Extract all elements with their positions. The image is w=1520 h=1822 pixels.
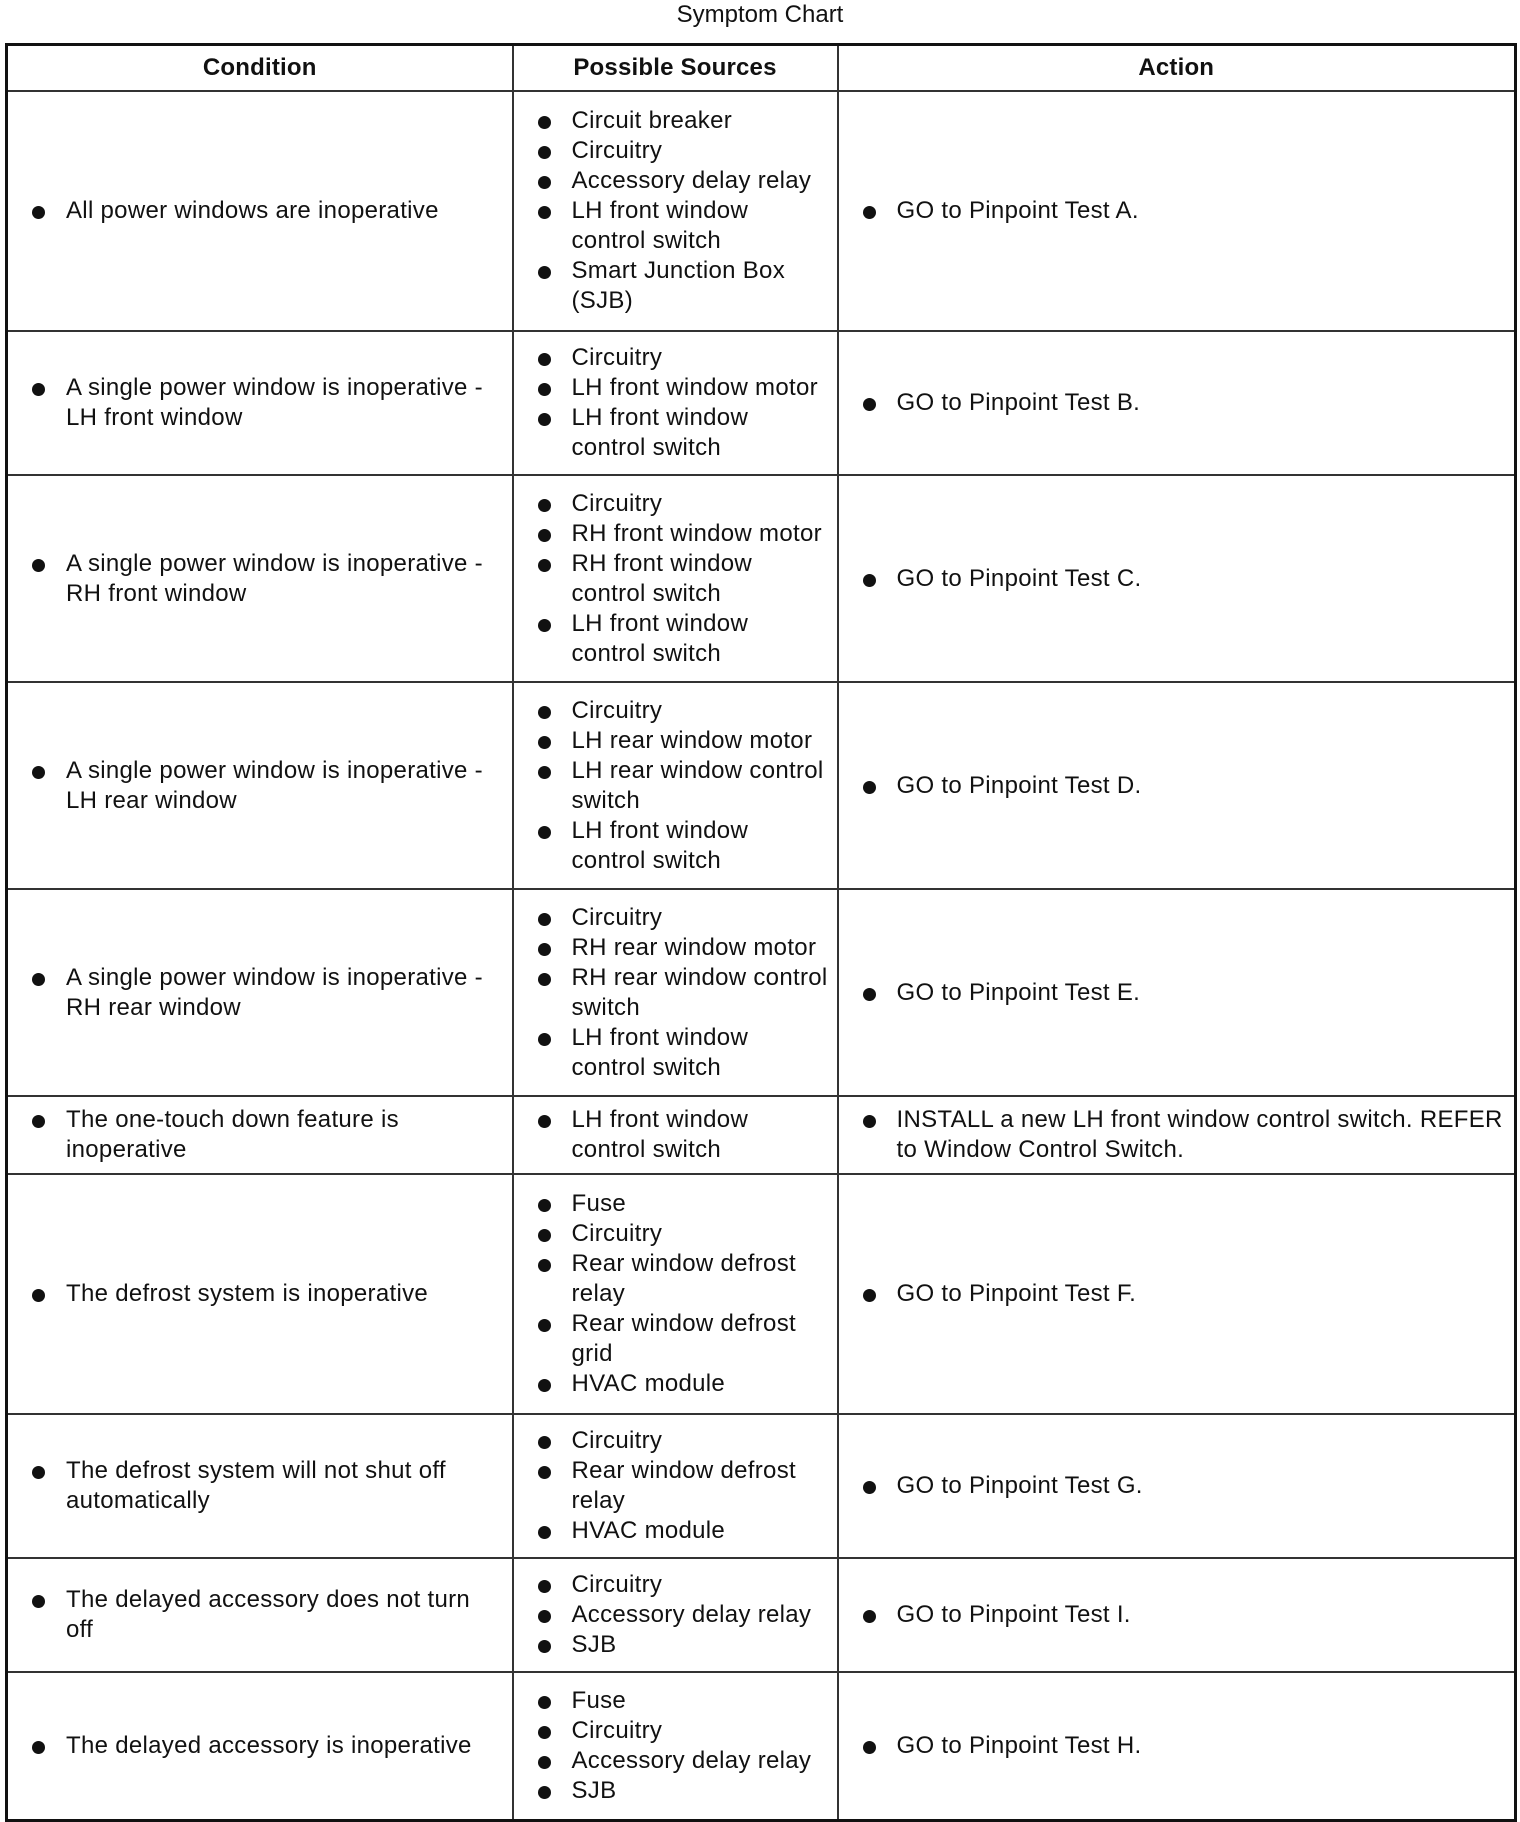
table-row: [7, 91, 1516, 331]
action-text: GO to Pinpoint Test A.: [839, 196, 1515, 226]
condition-text: The delayed accessory does not turn off: [8, 1585, 512, 1645]
action-text: GO to Pinpoint Test B.: [839, 388, 1515, 418]
header-row: [7, 45, 1516, 92]
table-row: [7, 1558, 1516, 1672]
condition-text: A single power window is inoperative - LH rear window: [8, 756, 512, 816]
table-row: [7, 1096, 1516, 1174]
source-item: Circuitry: [514, 1570, 837, 1600]
table-row: [7, 331, 1516, 475]
condition-text: A single power window is inoperative - RH front window: [8, 549, 512, 609]
source-item: Accessory delay relay: [514, 1746, 837, 1776]
source-item: LH front window control switch: [514, 196, 837, 256]
condition-text: A single power window is inoperative - LH front window: [8, 373, 512, 433]
sources-cell: [513, 889, 838, 1096]
action-cell: [838, 1558, 1516, 1672]
source-item: Circuitry: [514, 903, 837, 933]
header-action: Action: [838, 45, 1516, 92]
condition-text: A single power window is inoperative - RH rear window: [8, 963, 512, 1023]
source-item: Fuse: [514, 1686, 837, 1716]
source-item: Accessory delay relay: [514, 1600, 837, 1630]
action-text: GO to Pinpoint Test I.: [839, 1600, 1515, 1630]
action-cell: [838, 1174, 1516, 1414]
source-item: Rear window defrost relay: [514, 1249, 837, 1309]
source-item: LH front window control switch: [514, 403, 837, 463]
source-item: Accessory delay relay: [514, 166, 837, 196]
sources-cell: [513, 1096, 838, 1174]
source-item: Rear window defrost relay: [514, 1456, 837, 1516]
condition-cell: [7, 1096, 513, 1174]
source-item: LH front window control switch: [514, 1023, 837, 1083]
action-cell: [838, 889, 1516, 1096]
condition-cell: [7, 91, 513, 331]
action-text: INSTALL a new LH front window control switch. REFER to Window Control Switch.: [839, 1105, 1515, 1165]
sources-cell: [513, 1672, 838, 1820]
action-cell: [838, 1414, 1516, 1558]
sources-cell: [513, 91, 838, 331]
source-item: Circuitry: [514, 1219, 837, 1249]
action-text: GO to Pinpoint Test G.: [839, 1471, 1515, 1501]
source-item: Circuitry: [514, 1716, 837, 1746]
sources-list: [514, 489, 837, 669]
source-item: Circuit breaker: [514, 106, 837, 136]
action-cell: [838, 682, 1516, 889]
condition-cell: [7, 331, 513, 475]
condition-text: The defrost system is inoperative: [8, 1279, 512, 1309]
condition-cell: [7, 889, 513, 1096]
sources-cell: [513, 1414, 838, 1558]
source-item: SJB: [514, 1776, 837, 1806]
source-item: LH front window control switch: [514, 1105, 837, 1165]
table-body: [7, 91, 1516, 1820]
source-item: LH rear window control switch: [514, 756, 837, 816]
source-item: LH rear window motor: [514, 726, 837, 756]
action-cell: [838, 331, 1516, 475]
condition-text: The delayed accessory is inoperative: [8, 1731, 512, 1761]
sources-list: [514, 903, 837, 1083]
source-item: Smart Junction Box (SJB): [514, 256, 837, 316]
action-cell: [838, 1096, 1516, 1174]
source-item: Rear window defrost grid: [514, 1309, 837, 1369]
sources-cell: [513, 1174, 838, 1414]
source-item: RH rear window control switch: [514, 963, 837, 1023]
source-item: SJB: [514, 1630, 837, 1660]
condition-text: All power windows are inoperative: [8, 196, 512, 226]
sources-list: [514, 1686, 837, 1806]
source-item: Circuitry: [514, 696, 837, 726]
condition-cell: [7, 1672, 513, 1820]
source-item: RH front window control switch: [514, 549, 837, 609]
header-possible-sources: Possible Sources: [513, 45, 838, 92]
table-row: [7, 682, 1516, 889]
sources-cell: [513, 475, 838, 682]
source-item: Circuitry: [514, 1426, 837, 1456]
source-item: LH front window motor: [514, 373, 837, 403]
action-cell: [838, 1672, 1516, 1820]
action-cell: [838, 475, 1516, 682]
sources-list: [514, 106, 837, 316]
sources-list: [514, 1426, 837, 1546]
table-row: [7, 1672, 1516, 1820]
source-item: Circuitry: [514, 136, 837, 166]
source-item: HVAC module: [514, 1369, 837, 1399]
source-item: LH front window control switch: [514, 816, 837, 876]
table-row: [7, 475, 1516, 682]
sources-list: [514, 696, 837, 876]
condition-text: The defrost system will not shut off automatically: [8, 1456, 512, 1516]
sources-cell: [513, 1558, 838, 1672]
condition-cell: [7, 475, 513, 682]
symptom-chart-table: [5, 43, 1517, 1822]
action-text: GO to Pinpoint Test E.: [839, 978, 1515, 1008]
table-row: [7, 1174, 1516, 1414]
table-row: [7, 1414, 1516, 1558]
condition-cell: [7, 1174, 513, 1414]
source-item: Circuitry: [514, 343, 837, 373]
sources-list: [514, 1105, 837, 1165]
condition-cell: [7, 682, 513, 889]
sources-list: [514, 343, 837, 463]
sources-cell: [513, 682, 838, 889]
header-condition: Condition: [7, 45, 513, 92]
source-item: LH front window control switch: [514, 609, 837, 669]
page-title: Symptom Chart: [676, 1, 844, 28]
source-item: HVAC module: [514, 1516, 837, 1546]
source-item: Fuse: [514, 1189, 837, 1219]
source-item: Circuitry: [514, 489, 837, 519]
sources-list: [514, 1570, 837, 1660]
sources-cell: [513, 331, 838, 475]
source-item: RH rear window motor: [514, 933, 837, 963]
action-text: GO to Pinpoint Test F.: [839, 1279, 1515, 1309]
condition-text: The one-touch down feature is inoperative: [8, 1105, 512, 1165]
source-item: RH front window motor: [514, 519, 837, 549]
action-cell: [838, 91, 1516, 331]
action-text: GO to Pinpoint Test H.: [839, 1731, 1515, 1761]
condition-cell: [7, 1558, 513, 1672]
table-row: [7, 889, 1516, 1096]
action-text: GO to Pinpoint Test D.: [839, 771, 1515, 801]
action-text: GO to Pinpoint Test C.: [839, 564, 1515, 594]
condition-cell: [7, 1414, 513, 1558]
sources-list: [514, 1189, 837, 1399]
